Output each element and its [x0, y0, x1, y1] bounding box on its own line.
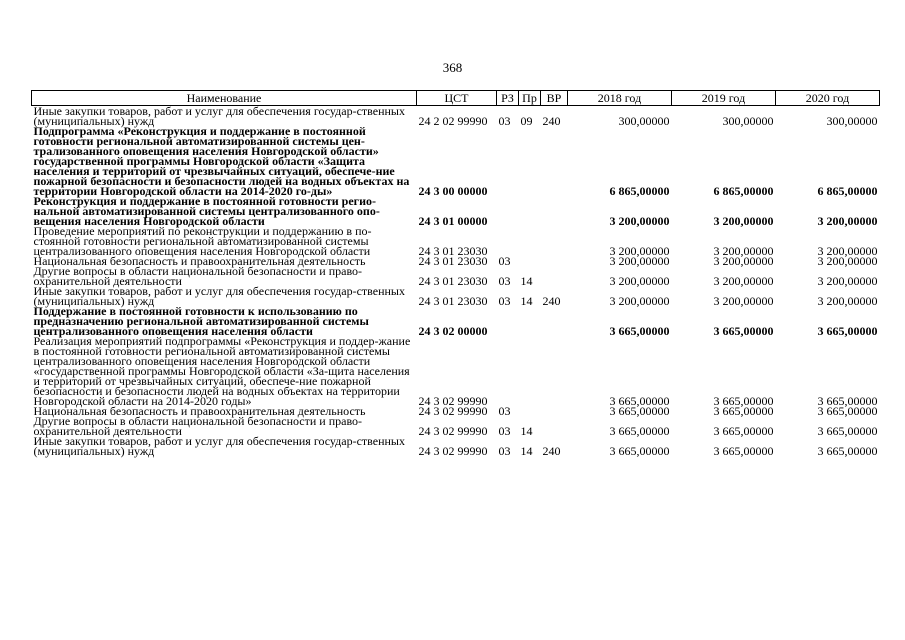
- row-value-2018: 3 200,00000: [609, 274, 670, 288]
- row-value-2020: 3 200,00000: [817, 274, 878, 288]
- row-rz: [497, 306, 519, 336]
- row-value-2019: 3 665,00000: [713, 404, 774, 418]
- row-value-2018: 3 665,00000: [609, 404, 670, 418]
- budget-table: [31, 90, 880, 456]
- row-pr: [519, 306, 541, 336]
- row-name: Реконструкция и поддержание в постоянной готовности регио-нальной автоматизированной системы централизованного опо-вещения населения Новгородской области: [33, 194, 380, 228]
- header-cst: ЦСТ: [417, 91, 497, 106]
- row-value-2018: 3 200,00000: [609, 244, 670, 258]
- row-vr: [541, 256, 568, 266]
- row-name: Реализация мероприятий подпрограммы «Реконструкция и поддер-жание в постоянной готовности региональной автоматизированной системы централизованного оповещения населения Новгородской области «государственной программы Новгородской области «За-щита населения и территорий от чрезвычайных ситуаций, обеспече-ние пожарной безопасности и безопасности людей на водных объектах на территории Новгородской области на 2014-2020 годы»: [33, 334, 411, 408]
- row-name: Подпрограмма «Реконструкция и поддержание в постоянной готовности региональной автоматизированной системы цен-трализованного оповещения населения Новгородской области» государственной программы Новгородской области «Защита населения и территорий от чрезвычайных ситуаций, обеспече-ние пожарной безопасности и безопасности людей на водных объектах на территории Новгородской области на 2014-2020 го-ды»: [33, 124, 410, 198]
- row-value-2020: 300,00000: [826, 114, 878, 128]
- row-vr: 240: [542, 294, 561, 308]
- row-rz: 03: [498, 254, 511, 268]
- row-value-2019: 3 665,00000: [713, 444, 774, 458]
- row-value-2019: 6 865,00000: [713, 184, 774, 198]
- row-vr: [541, 196, 568, 226]
- table-row: [32, 336, 880, 406]
- row-vr: [541, 416, 568, 436]
- row-rz: [497, 196, 519, 226]
- row-pr: [519, 196, 541, 226]
- row-value-2018: 3 200,00000: [609, 294, 670, 308]
- table-row: [32, 126, 880, 196]
- row-pr: [519, 406, 541, 416]
- row-value-2020: 3 200,00000: [817, 254, 878, 268]
- row-value-2019: 3 200,00000: [713, 254, 774, 268]
- row-value-2018: 3 665,00000: [609, 424, 670, 438]
- row-rz: 03: [498, 114, 511, 128]
- row-pr: [519, 256, 541, 266]
- row-value-2020: 3 665,00000: [817, 444, 878, 458]
- row-cst: 24 3 01 23030: [418, 244, 488, 258]
- row-cst: 24 3 02 00000: [418, 324, 488, 338]
- row-pr: [519, 336, 541, 406]
- table-row: [32, 306, 880, 336]
- row-name: Иные закупки товаров, работ и услуг для обеспечения государ-ственных (муниципальных) нужд: [33, 434, 405, 458]
- row-cst: 24 3 00 00000: [418, 184, 488, 198]
- row-vr: 240: [542, 114, 561, 128]
- header-2019: 2019 год: [672, 91, 776, 106]
- row-pr: [519, 226, 541, 256]
- row-cst: 24 3 01 23030: [418, 254, 488, 268]
- row-vr: [541, 226, 568, 256]
- row-value-2018: 6 865,00000: [609, 184, 670, 198]
- row-rz: [497, 336, 519, 406]
- row-value-2020: 6 865,00000: [817, 184, 878, 198]
- row-name: Национальная безопасность и правоохранительная деятельность: [33, 404, 366, 418]
- row-cst: 24 2 02 99990: [418, 114, 488, 128]
- row-value-2020: 3 665,00000: [817, 324, 878, 338]
- table-row: [32, 106, 880, 127]
- row-pr: 14: [520, 294, 533, 308]
- row-rz: 03: [498, 444, 511, 458]
- row-vr: 240: [542, 444, 561, 458]
- row-name: Иные закупки товаров, работ и услуг для обеспечения государ-ственных (муниципальных) нужд: [33, 284, 405, 308]
- header-2018: 2018 год: [568, 91, 672, 106]
- row-name: Другие вопросы в области национальной безопасности и право-охранительной деятельности: [33, 414, 363, 438]
- row-pr: 14: [520, 444, 533, 458]
- row-value-2019: 3 200,00000: [713, 244, 774, 258]
- table-row: [32, 196, 880, 226]
- table-body: [32, 106, 880, 457]
- row-value-2018: 3 200,00000: [609, 254, 670, 268]
- row-name: Другие вопросы в области национальной безопасности и право-охранительной деятельности: [33, 264, 363, 288]
- row-rz: [497, 226, 519, 256]
- row-rz: 03: [498, 424, 511, 438]
- header-rz: РЗ: [497, 91, 519, 106]
- table-row: [32, 286, 880, 306]
- row-value-2018: 3 200,00000: [609, 214, 670, 228]
- row-cst: 24 3 01 00000: [418, 214, 488, 228]
- row-rz: 03: [498, 274, 511, 288]
- row-value-2019: 300,00000: [722, 114, 774, 128]
- row-value-2018: 300,00000: [618, 114, 670, 128]
- row-vr: [541, 406, 568, 416]
- row-value-2018: 3 665,00000: [609, 324, 670, 338]
- row-rz: 03: [498, 294, 511, 308]
- row-value-2020: 3 200,00000: [817, 214, 878, 228]
- row-name: Иные закупки товаров, работ и услуг для обеспечения государ-ственных (муниципальных) нужд: [33, 104, 405, 128]
- row-value-2019: 3 665,00000: [713, 424, 774, 438]
- table-row: [32, 266, 880, 286]
- row-value-2018: 3 665,00000: [609, 394, 670, 408]
- row-pr: 09: [520, 114, 533, 128]
- row-value-2019: 3 200,00000: [713, 214, 774, 228]
- row-cst: 24 3 02 99990: [418, 404, 488, 418]
- row-value-2020: 3 665,00000: [817, 394, 878, 408]
- row-name: Поддержание в постоянной готовности к использованию по предназначению региональной автоматизированной системы централизованного оповещения населения области: [33, 304, 369, 338]
- row-rz: [497, 126, 519, 196]
- row-cst: 24 3 02 99990: [418, 394, 488, 408]
- row-cst: 24 3 02 99990: [418, 424, 488, 438]
- header-2020: 2020 год: [776, 91, 880, 106]
- row-value-2019: 3 200,00000: [713, 274, 774, 288]
- row-rz: 03: [498, 404, 511, 418]
- row-value-2018: 3 665,00000: [609, 444, 670, 458]
- header-pr: Пр: [519, 91, 541, 106]
- table-row: [32, 416, 880, 436]
- row-value-2020: 3 200,00000: [817, 294, 878, 308]
- row-value-2019: 3 665,00000: [713, 324, 774, 338]
- row-pr: 14: [520, 274, 533, 288]
- row-value-2019: 3 665,00000: [713, 394, 774, 408]
- row-value-2020: 3 200,00000: [817, 244, 878, 258]
- row-vr: [541, 306, 568, 336]
- table-row: [32, 436, 880, 456]
- page-number: 368: [442, 60, 463, 75]
- header-vr: ВР: [541, 91, 568, 106]
- row-name: Национальная безопасность и правоохранительная деятельность: [33, 254, 366, 268]
- row-vr: [541, 266, 568, 286]
- row-value-2020: 3 665,00000: [817, 404, 878, 418]
- row-value-2020: 3 665,00000: [817, 424, 878, 438]
- header-name: Наименование: [32, 91, 417, 106]
- row-pr: 14: [520, 424, 533, 438]
- row-vr: [541, 126, 568, 196]
- row-cst: 24 3 01 23030: [418, 274, 488, 288]
- table-row: [32, 226, 880, 256]
- row-name: Проведение мероприятий по реконструкции и поддержанию в по-стоянной готовности региональной автоматизированной системы централизованного оповещения населения Новгородской области: [33, 224, 372, 258]
- row-cst: 24 3 02 99990: [418, 444, 488, 458]
- row-cst: 24 3 01 23030: [418, 294, 488, 308]
- row-value-2019: 3 200,00000: [713, 294, 774, 308]
- row-pr: [519, 126, 541, 196]
- row-vr: [541, 336, 568, 406]
